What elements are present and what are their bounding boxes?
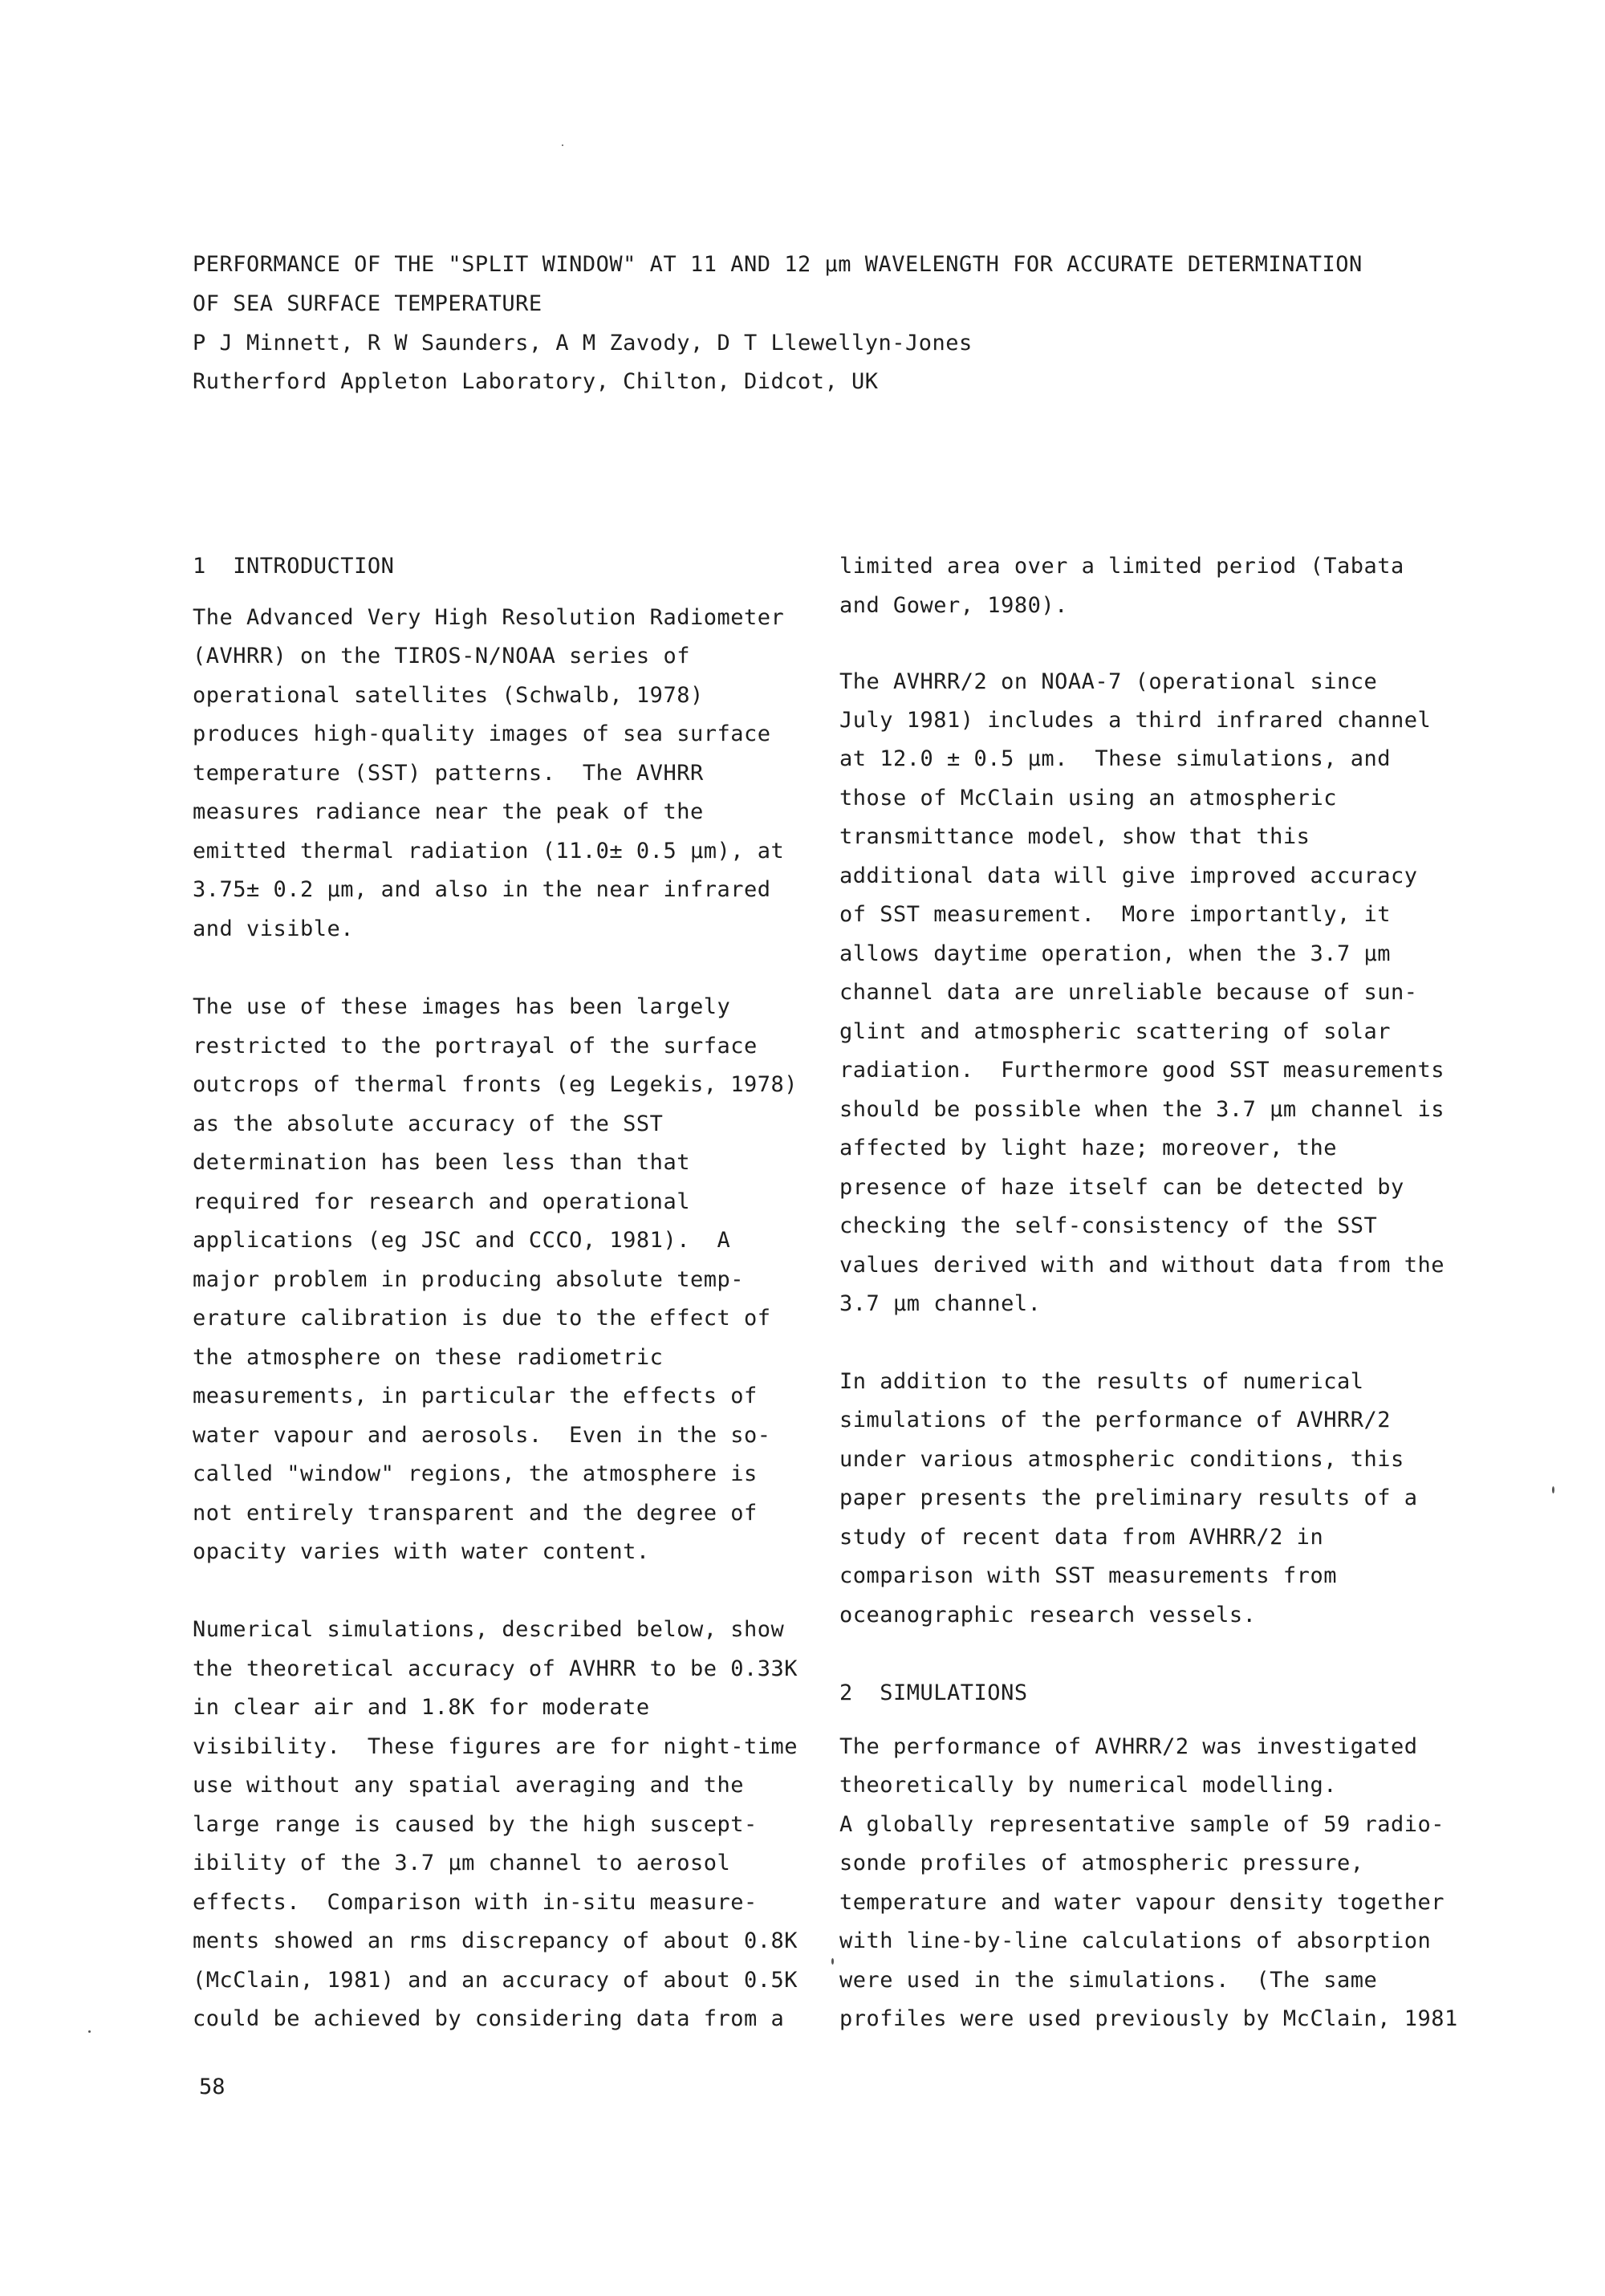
title-line-2: OF SEA SURFACE TEMPERATURE: [193, 291, 542, 316]
paragraph-line: as the absolute accuracy of the SST: [193, 1111, 664, 1136]
paragraph-line: required for research and operational: [193, 1189, 690, 1214]
paragraph-line: profiles were used previously by McClain, 1981: [839, 2006, 1458, 2031]
paragraph-line: measurements, in particular the effects of: [193, 1384, 758, 1408]
paragraph-line: comparison with SST measurements from: [839, 1563, 1337, 1588]
paragraph-line: temperature and water vapour density together: [839, 1890, 1444, 1915]
paragraph-line: The Advanced Very High Resolution Radiometer: [193, 605, 785, 630]
paragraph-line: water vapour and aerosols. Even in the so-: [193, 1423, 771, 1448]
paragraph-line: determination has been less than that: [193, 1150, 690, 1175]
section-heading-introduction: 1 INTRODUCTION: [193, 554, 395, 579]
paragraph-line: applications (eg JSC and CCCO, 1981). A: [193, 1228, 731, 1253]
paragraph-line: channel data are unreliable because of sun-: [839, 980, 1418, 1005]
paragraph-line: operational satellites (Schwalb, 1978): [193, 683, 704, 708]
paragraph-line: produces high-quality images of sea surface: [193, 721, 771, 746]
paragraph-line: (AVHRR) on the TIROS-N/NOAA series of: [193, 644, 690, 668]
paragraph-line: (McClain, 1981) and an accuracy of about 0.5K: [193, 1968, 798, 1993]
paragraph-line: called "window" regions, the atmosphere is: [193, 1461, 758, 1486]
paragraph-line: July 1981) includes a third infrared channel: [839, 708, 1432, 733]
scan-speck: [562, 144, 563, 146]
page-number: 58: [199, 2075, 226, 2099]
paragraph-line: at 12.0 ± 0.5 μm. These simulations, and: [839, 746, 1391, 771]
paragraph-line: paper presents the preliminary results of a: [839, 1485, 1418, 1510]
paragraph-line: of SST measurement. More importantly, it: [839, 902, 1391, 927]
paragraph-line: not entirely transparent and the degree of: [193, 1501, 758, 1526]
paragraph-line: temperature (SST) patterns. The AVHRR: [193, 761, 704, 786]
paragraph-line: The use of these images has been largely: [193, 994, 731, 1019]
paragraph-line: presence of haze itself can be detected by: [839, 1175, 1404, 1200]
paragraph-line: opacity varies with water content.: [193, 1539, 650, 1564]
scan-speck: [1552, 1486, 1554, 1493]
paragraph-line: with line-by-line calculations of absorption: [839, 1928, 1432, 1953]
paragraph-line: transmittance model, show that this: [839, 824, 1310, 849]
paragraph-line: could be achieved by considering data from a: [193, 2006, 785, 2031]
paragraph-line: The performance of AVHRR/2 was investigated: [839, 1734, 1418, 1759]
paragraph-line: theoretically by numerical modelling.: [839, 1773, 1337, 1798]
paragraph-line: under various atmospheric conditions, this: [839, 1447, 1404, 1472]
paragraph-line: oceanographic research vessels.: [839, 1603, 1257, 1628]
paragraph-line: outcrops of thermal fronts (eg Legekis, 1978): [193, 1072, 798, 1097]
paragraph-line: additional data will give improved accuracy: [839, 864, 1418, 888]
paragraph-line: large range is caused by the high suscept-: [193, 1812, 758, 1837]
paragraph-line: effects. Comparison with in-situ measure-: [193, 1890, 758, 1915]
paragraph-line: values derived with and without data from the: [839, 1253, 1444, 1278]
paragraph-line: allows daytime operation, when the 3.7 μm: [839, 941, 1391, 966]
paragraph-line: were used in the simulations. (The same: [839, 1968, 1378, 1993]
paragraph-line: emitted thermal radiation (11.0± 0.5 μm), at: [193, 839, 785, 864]
paragraph-line: glint and atmospheric scattering of solar: [839, 1019, 1391, 1044]
paragraph-line: use without any spatial averaging and the: [193, 1773, 744, 1798]
paragraph-line: measures radiance near the peak of the: [193, 799, 704, 824]
paragraph-line: 3.7 μm channel.: [839, 1291, 1042, 1316]
paragraph-line: study of recent data from AVHRR/2 in: [839, 1525, 1324, 1550]
paragraph-line: should be possible when the 3.7 μm channel is: [839, 1097, 1444, 1122]
paragraph-line: and Gower, 1980).: [839, 593, 1068, 618]
paragraph-line: radiation. Furthermore good SST measurements: [839, 1058, 1444, 1083]
affiliation: Rutherford Appleton Laboratory, Chilton, Didcot, UK: [193, 369, 879, 394]
paragraph-line: major problem in producing absolute temp-: [193, 1267, 744, 1292]
paragraph-line: affected by light haze; moreover, the: [839, 1136, 1337, 1160]
paragraph-line: In addition to the results of numerical: [839, 1369, 1364, 1394]
scan-speck: [88, 2030, 91, 2033]
scan-speck: [831, 1958, 834, 1965]
paragraph-line: A globally representative sample of 59 radio-: [839, 1812, 1444, 1837]
paragraph-line: in clear air and 1.8K for moderate: [193, 1695, 650, 1720]
paragraph-line: the atmosphere on these radiometric: [193, 1345, 664, 1370]
authors: P J Minnett, R W Saunders, A M Zavody, D T Llewellyn-Jones: [193, 331, 973, 356]
paragraph-line: simulations of the performance of AVHRR/2: [839, 1408, 1391, 1432]
paragraph-line: the theoretical accuracy of AVHRR to be 0.33K: [193, 1656, 798, 1681]
paragraph-line: limited area over a limited period (Tabata: [839, 554, 1404, 579]
paragraph-line: The AVHRR/2 on NOAA-7 (operational since: [839, 669, 1378, 694]
paragraph-line: those of McClain using an atmospheric: [839, 786, 1337, 811]
paragraph-line: 3.75± 0.2 μm, and also in the near infrared: [193, 877, 771, 902]
paragraph-line: ibility of the 3.7 μm channel to aerosol: [193, 1851, 731, 1875]
paragraph-line: and visible.: [193, 916, 355, 941]
paragraph-line: Numerical simulations, described below, show: [193, 1617, 785, 1642]
paragraph-line: visibility. These figures are for night-time: [193, 1734, 798, 1759]
paragraph-line: ments showed an rms discrepancy of about 0.8K: [193, 1928, 798, 1953]
paragraph-line: sonde profiles of atmospheric pressure,: [839, 1851, 1364, 1875]
title-line-1: PERFORMANCE OF THE "SPLIT WINDOW" AT 11 AND 12 μm WAVELENGTH FOR ACCURATE DETERMINATION: [193, 252, 1363, 277]
paragraph-line: erature calibration is due to the effect of: [193, 1306, 771, 1331]
paragraph-line: checking the self-consistency of the SST: [839, 1213, 1378, 1238]
paragraph-line: restricted to the portrayal of the surface: [193, 1034, 758, 1059]
section-heading-simulations: 2 SIMULATIONS: [839, 1680, 1028, 1705]
